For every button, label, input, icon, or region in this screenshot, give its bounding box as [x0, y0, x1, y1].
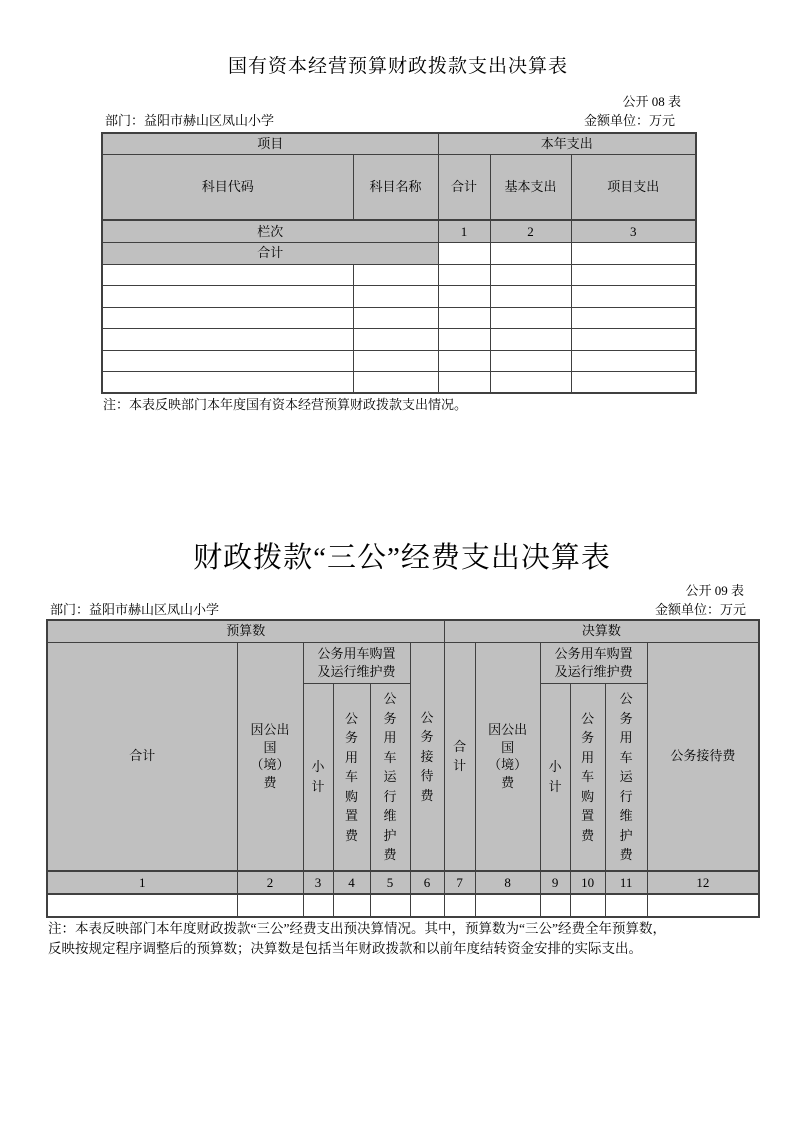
col-number: 1	[438, 220, 490, 242]
col-number: 2	[237, 871, 303, 894]
table1-unit: 金额单位：万元	[583, 113, 675, 128]
empty-cell	[571, 286, 696, 308]
vertical-text: 公务用车购置费	[345, 710, 359, 843]
header-budget-vehicle-purchase	[333, 683, 370, 871]
table1-column-header-row	[102, 154, 696, 220]
empty-cell	[490, 350, 571, 372]
empty-cell	[410, 894, 444, 917]
header-final-subtotal	[540, 683, 570, 871]
total-row-label: 合计	[102, 242, 438, 264]
table1-empty-row	[102, 307, 696, 329]
empty-cell	[444, 894, 475, 917]
header-basic-expenditure: 基本支出	[490, 154, 571, 220]
empty-cell	[490, 329, 571, 351]
col-number: 1	[47, 871, 237, 894]
table1-department: 部门：益阳市赫山区凤山小学	[105, 113, 275, 128]
col-number: 7	[444, 871, 475, 894]
table2-title: 财政拨款“三公”经费支出决算表	[193, 542, 611, 574]
vertical-text: 公务用车运行维护费	[383, 691, 397, 862]
empty-cell	[237, 894, 303, 917]
empty-cell	[605, 894, 647, 917]
col-number: 10	[570, 871, 605, 894]
col-number: 8	[475, 871, 540, 894]
empty-cell	[102, 307, 353, 329]
empty-cell	[303, 894, 333, 917]
empty-cell	[102, 286, 353, 308]
empty-cell	[490, 242, 571, 264]
header-budget-reception-fee	[410, 642, 444, 871]
vertical-text: 小计	[311, 759, 325, 794]
empty-cell	[571, 350, 696, 372]
empty-cell	[353, 372, 438, 394]
header-budget-total: 合计	[47, 642, 237, 871]
header-subject-code: 科目代码	[102, 154, 353, 220]
header-final-reception-fee: 公务接待费	[647, 642, 759, 871]
empty-cell	[102, 329, 353, 351]
col-number: 6	[410, 871, 444, 894]
header-final-group: 决算数	[444, 620, 759, 642]
empty-cell	[102, 372, 353, 394]
table2-group-row	[47, 620, 759, 642]
table2-note-line2: 反映按规定程序调整后的预算数；决算数是包括当年财政拨款和以前年度结转资金安排的实际支出。	[48, 941, 642, 956]
three-public-expenses-table	[46, 619, 760, 918]
table1-total-row	[102, 242, 696, 264]
empty-cell	[438, 329, 490, 351]
col-number: 4	[333, 871, 370, 894]
header-final-vehicle-maintenance	[605, 683, 647, 871]
rank-label: 栏次	[102, 220, 438, 242]
empty-cell	[353, 350, 438, 372]
table2-subgroup-row	[47, 642, 759, 683]
table2-department: 部门：益阳市赫山区凤山小学	[50, 602, 220, 617]
state-capital-expenditure-table	[101, 132, 697, 394]
table1-empty-row	[102, 329, 696, 351]
empty-cell	[353, 329, 438, 351]
table2-note	[48, 919, 750, 959]
table1-form-code: 公开 08 表	[622, 94, 681, 109]
header-final-vehicle-group: 公务用车购置及运行维护费	[540, 642, 647, 683]
table2-column-number-row	[47, 871, 759, 894]
empty-cell	[490, 264, 571, 286]
empty-cell	[647, 894, 759, 917]
empty-cell	[571, 264, 696, 286]
table2-meta-row	[46, 599, 758, 618]
header-project: 项目	[102, 133, 438, 154]
table1-rank-row	[102, 220, 696, 242]
vertical-text: 合计	[453, 738, 467, 774]
table1-empty-row	[102, 286, 696, 308]
header-budget-vehicle-group: 公务用车购置及运行维护费	[303, 642, 410, 683]
empty-cell	[540, 894, 570, 917]
empty-cell	[438, 242, 490, 264]
empty-cell	[353, 307, 438, 329]
table1-empty-row	[102, 264, 696, 286]
empty-cell	[102, 264, 353, 286]
table2-unit: 金额单位：万元	[654, 602, 746, 617]
table2-form-code: 公开 09 表	[685, 583, 744, 598]
table1-empty-row	[102, 350, 696, 372]
header-total: 合计	[438, 154, 490, 220]
empty-cell	[102, 350, 353, 372]
empty-cell	[490, 307, 571, 329]
table2-note-line1: 注：本表反映部门本年度财政拨款“三公”经费支出预决算情况。其中，预算数为“三公”经费全年预算数，	[48, 921, 666, 936]
empty-cell	[47, 894, 237, 917]
col-number: 3	[303, 871, 333, 894]
col-number: 5	[370, 871, 410, 894]
empty-cell	[490, 286, 571, 308]
col-number: 11	[605, 871, 647, 894]
empty-cell	[353, 286, 438, 308]
header-project-expenditure: 项目支出	[571, 154, 696, 220]
empty-cell	[353, 264, 438, 286]
header-budget-subtotal	[303, 683, 333, 871]
vertical-text: 公务用车运行维护费	[619, 691, 633, 862]
col-number: 3	[571, 220, 696, 242]
empty-cell	[438, 264, 490, 286]
empty-cell	[571, 372, 696, 394]
header-budget-vehicle-maintenance	[370, 683, 410, 871]
empty-cell	[333, 894, 370, 917]
header-budget-abroad-fee: 因公出国（境）费	[237, 642, 303, 871]
header-subject-name: 科目名称	[353, 154, 438, 220]
vertical-text: 小计	[548, 759, 562, 794]
table1-note: 注：本表反映部门本年度国有资本经营预算财政拨款支出情况。	[103, 397, 468, 412]
col-number: 9	[540, 871, 570, 894]
empty-cell	[438, 350, 490, 372]
header-final-total	[444, 642, 475, 871]
empty-cell	[438, 372, 490, 394]
empty-cell	[370, 894, 410, 917]
table2-empty-row	[47, 894, 759, 917]
empty-cell	[438, 286, 490, 308]
empty-cell	[571, 242, 696, 264]
vertical-text: 公务接待费	[420, 709, 434, 803]
empty-cell	[438, 307, 490, 329]
empty-cell	[490, 372, 571, 394]
col-number: 2	[490, 220, 571, 242]
table1-empty-row	[102, 372, 696, 394]
header-budget-group: 预算数	[47, 620, 444, 642]
empty-cell	[570, 894, 605, 917]
table1-meta-row	[101, 110, 695, 129]
table1-group-header-row	[102, 133, 696, 154]
empty-cell	[571, 329, 696, 351]
empty-cell	[571, 307, 696, 329]
empty-cell	[475, 894, 540, 917]
vertical-text: 公务用车购置费	[581, 710, 595, 843]
table1-title: 国有资本经营预算财政拨款支出决算表	[227, 56, 568, 77]
header-final-abroad-fee: 因公出国（境）费	[475, 642, 540, 871]
header-current-year-expenditure: 本年支出	[438, 133, 696, 154]
header-final-vehicle-purchase	[570, 683, 605, 871]
col-number: 12	[647, 871, 759, 894]
